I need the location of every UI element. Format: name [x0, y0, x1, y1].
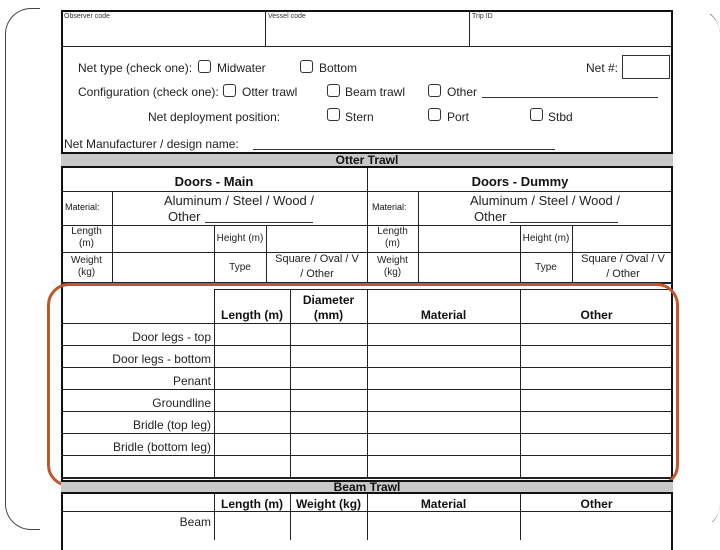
- row-label-beam: Beam: [179, 515, 211, 529]
- beam-trawl-checkbox[interactable]: [327, 84, 340, 97]
- manufacturer-label: Net Manufacturer / design name:: [64, 137, 239, 151]
- beam-trawl-header: Beam Trawl: [61, 480, 673, 494]
- row-label-door-legs-top: Door legs - top: [132, 330, 211, 344]
- main-material-other: Other: [168, 209, 201, 224]
- stbd-label: Stbd: [548, 110, 573, 124]
- midwater-label: Midwater: [217, 61, 266, 75]
- row-label-door-legs-bottom: Door legs - bottom: [112, 352, 211, 366]
- net-type-label: Net type (check one):: [78, 61, 193, 75]
- main-height-label: Height (m): [216, 233, 264, 244]
- main-length-label-2: (m): [79, 238, 94, 249]
- dummy-height-label: Height (m): [522, 233, 570, 244]
- stern-checkbox[interactable]: [327, 108, 340, 121]
- doors-dummy-title: Doors - Dummy: [471, 174, 569, 189]
- beam-weight-header: Weight (kg): [295, 497, 362, 511]
- main-type-other: / Other: [300, 268, 334, 280]
- observer-code-label: Observer code: [64, 13, 110, 20]
- dummy-length-label-2: (m): [385, 238, 400, 249]
- dummy-material-label: Material:: [372, 202, 407, 212]
- port-checkbox[interactable]: [428, 108, 441, 121]
- main-material-options: Aluminum / Steel / Wood /: [163, 193, 315, 208]
- row-label-bridle-bottom: Bridle (bottom leg): [112, 440, 211, 454]
- other-config-line[interactable]: [482, 97, 658, 98]
- main-material-other-line[interactable]: [205, 222, 313, 223]
- beam-length-header: Length (m): [221, 497, 283, 511]
- other-config-checkbox[interactable]: [428, 84, 441, 97]
- rigging-length-header: Length (m): [221, 308, 283, 322]
- beam-trawl-label: Beam trawl: [345, 85, 406, 99]
- dummy-material-other-line[interactable]: [510, 222, 618, 223]
- midwater-checkbox[interactable]: [198, 60, 211, 73]
- beam-other-header: Other: [580, 497, 613, 511]
- dummy-type-options: Square / Oval / V: [581, 253, 665, 265]
- manufacturer-line[interactable]: [253, 149, 555, 150]
- dummy-weight-label-1: Weight: [377, 255, 408, 266]
- deployment-label: Net deployment position:: [148, 110, 281, 124]
- configuration-label: Configuration (check one):: [78, 85, 219, 99]
- main-type-label: Type: [229, 262, 251, 273]
- highlight-rectangle: [47, 283, 679, 487]
- dummy-length-label-1: Length: [377, 226, 408, 237]
- main-material-label: Material:: [65, 202, 100, 212]
- dummy-type-other: / Other: [606, 268, 640, 280]
- rigging-diameter-header-2: (mm): [313, 308, 344, 322]
- row-label-groundline: Groundline: [152, 396, 211, 410]
- trip-id-label: Trip ID: [472, 13, 493, 20]
- dummy-material-other: Other: [474, 209, 507, 224]
- otter-trawl-checkbox[interactable]: [223, 84, 236, 97]
- row-label-bridle-top: Bridle (top leg): [132, 418, 211, 432]
- dummy-weight-label-2: (kg): [383, 267, 402, 278]
- rigging-diameter-header-1: Diameter: [302, 293, 355, 307]
- stern-label: Stern: [345, 110, 374, 124]
- stbd-checkbox[interactable]: [530, 108, 543, 121]
- dummy-type-label: Type: [535, 262, 557, 273]
- rigging-other-header: Other: [580, 308, 613, 322]
- main-length-label-1: Length: [71, 226, 102, 237]
- bottom-checkbox[interactable]: [300, 60, 313, 73]
- dummy-material-options: Aluminum / Steel / Wood /: [469, 193, 621, 208]
- main-weight-label-1: Weight: [71, 255, 102, 266]
- net-number-field[interactable]: [622, 55, 670, 79]
- other-config-label: Other: [447, 85, 478, 99]
- main-type-options: Square / Oval / V: [275, 253, 359, 265]
- main-weight-label-2: (kg): [77, 267, 96, 278]
- bottom-label: Bottom: [319, 61, 358, 75]
- vessel-code-label: Vessel code: [268, 13, 306, 20]
- otter-trawl-label: Otter trawl: [242, 85, 298, 99]
- otter-trawl-header: Otter Trawl: [61, 152, 673, 168]
- net-number-label: Net #:: [586, 61, 619, 75]
- doors-main-title: Doors - Main: [174, 174, 254, 189]
- row-label-penant: Penant: [172, 374, 211, 388]
- rigging-material-header: Material: [420, 308, 467, 322]
- port-label: Port: [447, 110, 470, 124]
- beam-material-header: Material: [420, 497, 467, 511]
